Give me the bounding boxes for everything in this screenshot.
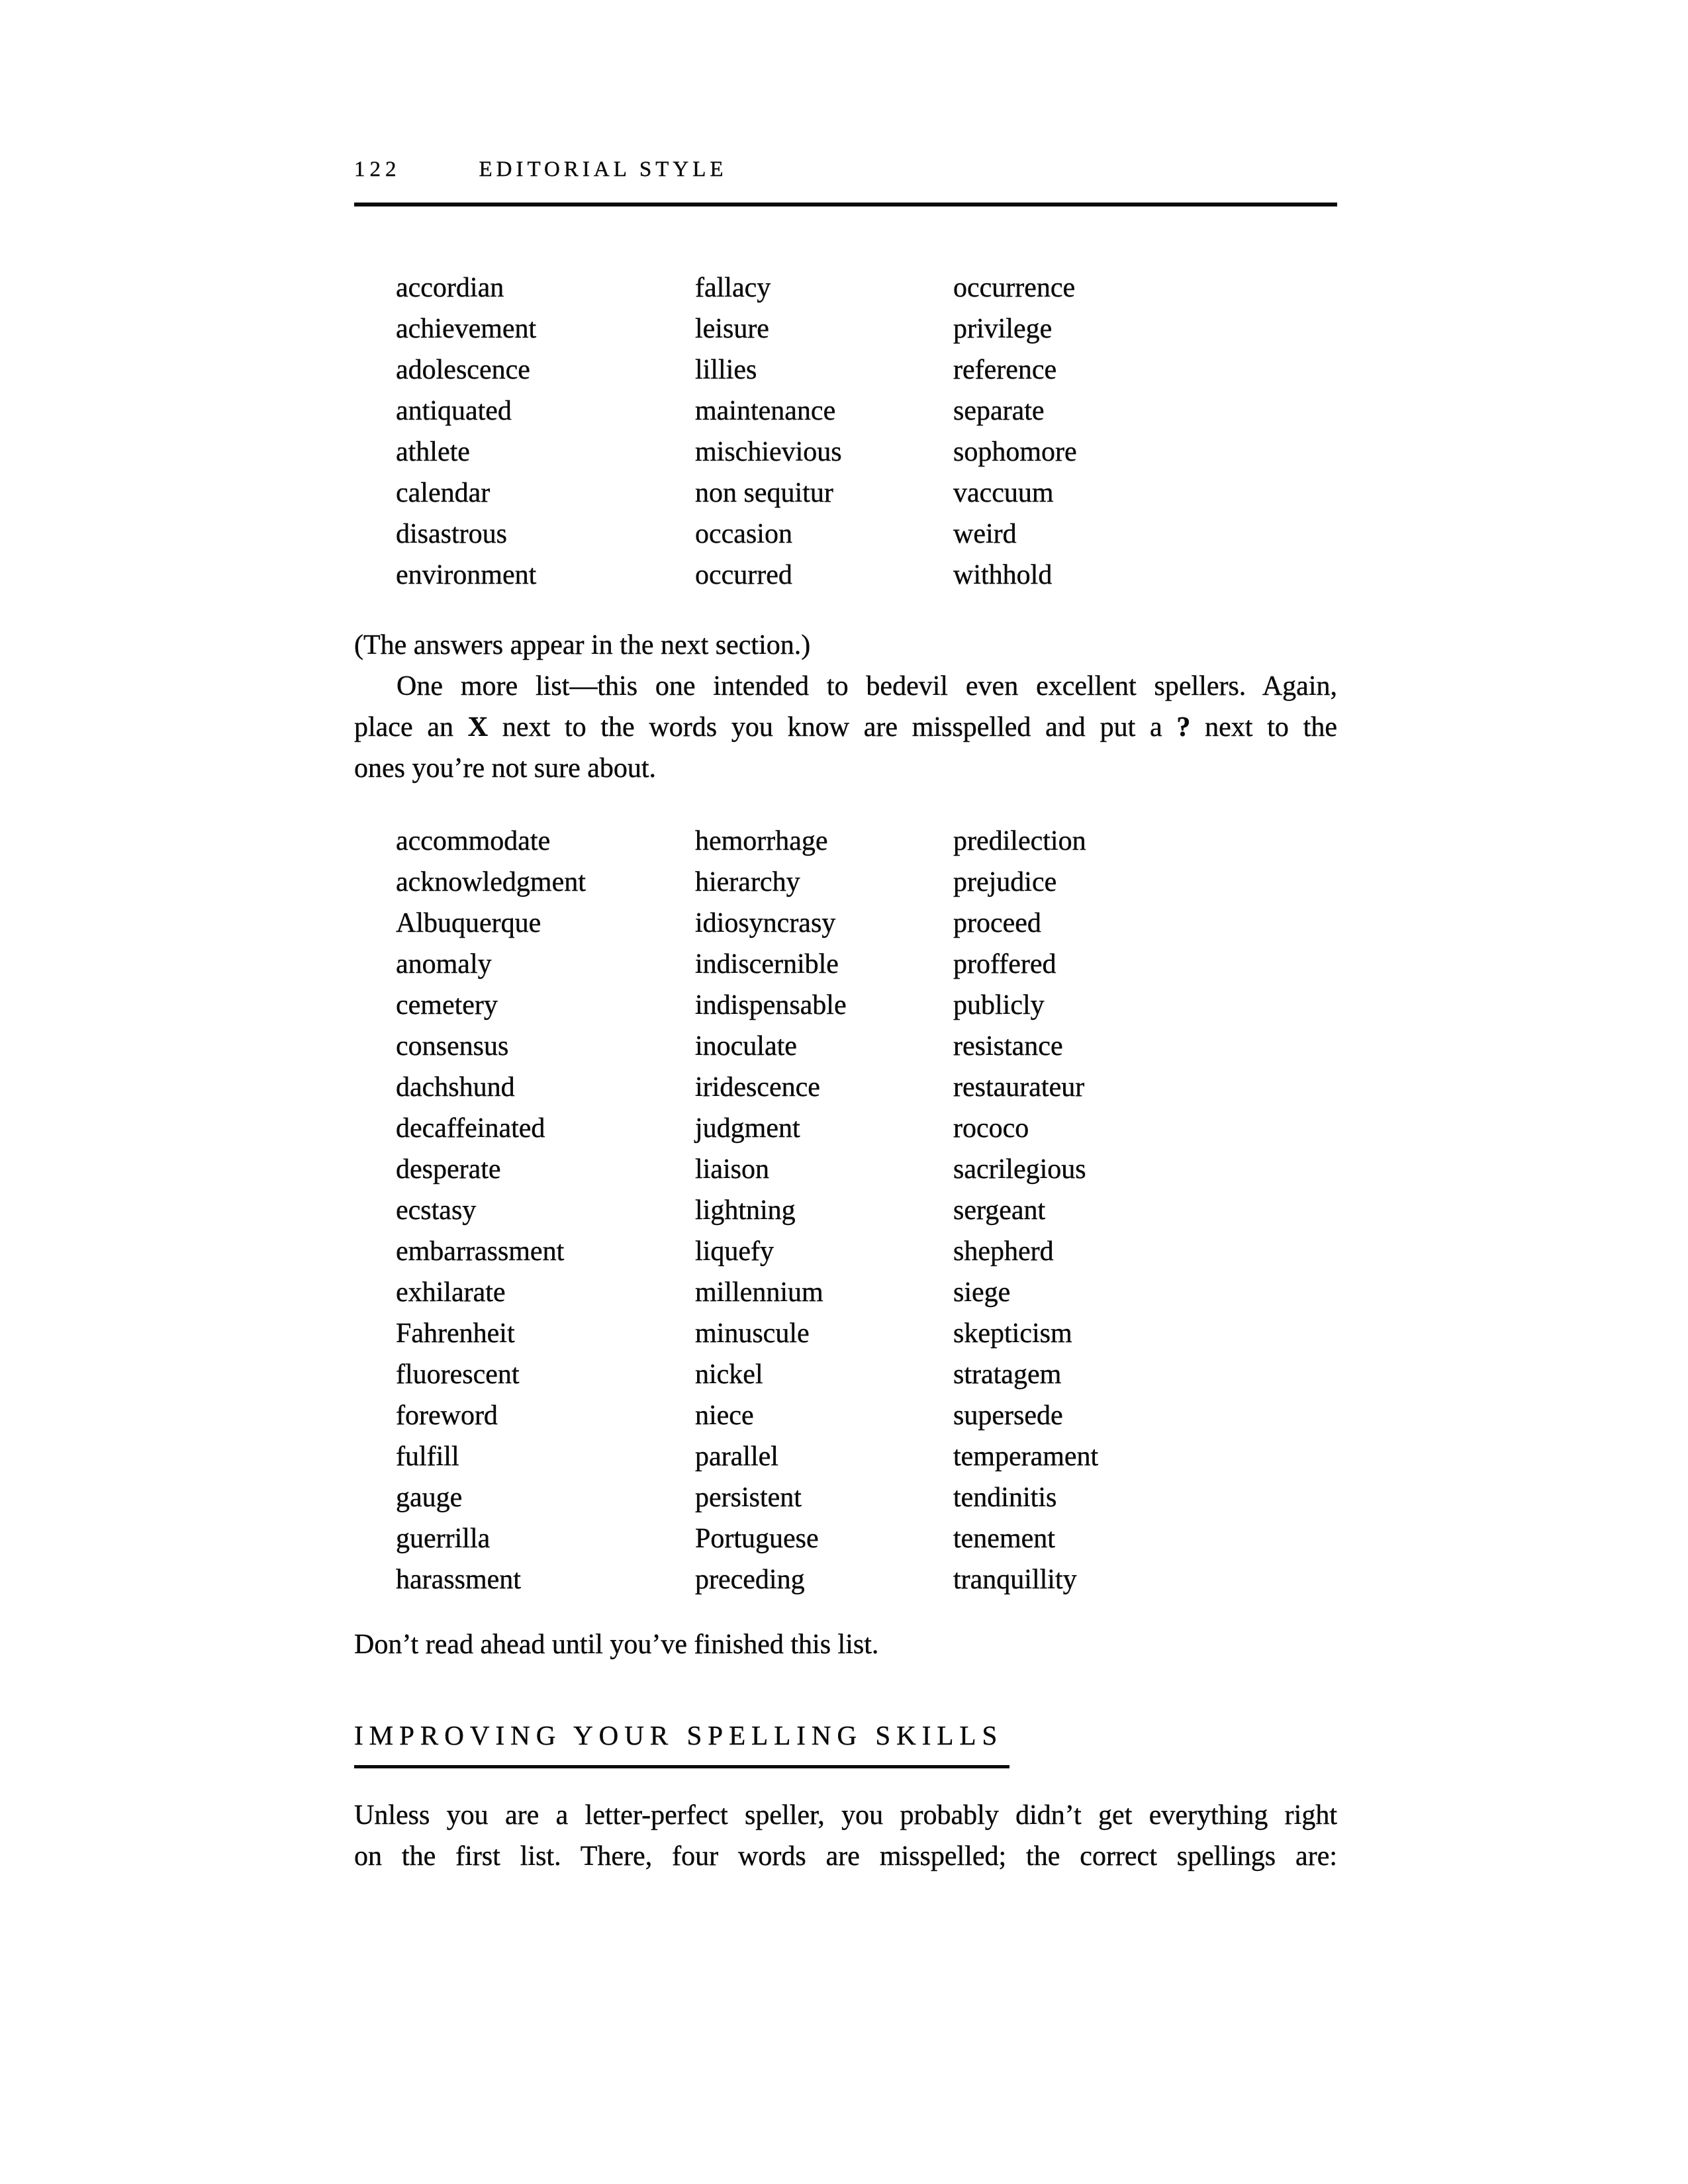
bold-x-mark: X — [467, 712, 489, 743]
word-item: hemorrhage — [695, 826, 828, 856]
word-item: liaison — [695, 1154, 769, 1185]
word-item: Fahrenheit — [396, 1318, 515, 1349]
list-one-column-2 — [695, 267, 953, 596]
word-item: maintenance — [695, 396, 836, 426]
word-item: environment — [396, 560, 537, 590]
word-item: occurrence — [953, 273, 1076, 303]
word-item: millennium — [695, 1277, 823, 1308]
word-item: occasion — [695, 519, 792, 549]
word-item: prejudice — [953, 867, 1057, 897]
word-item: tenement — [953, 1524, 1055, 1554]
word-item: sergeant — [953, 1195, 1046, 1226]
word-item: shepherd — [953, 1236, 1054, 1267]
word-item: cemetery — [396, 990, 498, 1021]
word-item: accordian — [396, 273, 504, 303]
closing-line-2: on the first list. There, four words are misspelled; the correct spellings are: — [354, 1841, 1337, 1872]
word-item: occurred — [695, 560, 792, 590]
word-item: siege — [953, 1277, 1011, 1308]
word-item: resistance — [953, 1031, 1063, 1062]
word-item: inoculate — [695, 1031, 797, 1062]
word-item: predilection — [953, 826, 1086, 856]
section-heading: IMPROVING YOUR SPELLING SKILLS — [354, 1719, 1009, 1768]
word-item: antiquated — [396, 396, 512, 426]
word-item: tranquillity — [953, 1565, 1077, 1595]
word-item: embarrassment — [396, 1236, 565, 1267]
closing-paragraph — [354, 1795, 1337, 1877]
list-one-column-1 — [396, 267, 695, 596]
word-item: fallacy — [695, 273, 771, 303]
intro-line-3: ones you’re not sure about. — [354, 753, 657, 784]
word-item: proceed — [953, 908, 1041, 938]
word-item: restaurateur — [953, 1072, 1085, 1103]
intro-line-2-text: place an — [354, 712, 468, 743]
word-item: athlete — [396, 437, 470, 467]
word-item: achievement — [396, 314, 537, 344]
word-item: skepticism — [953, 1318, 1072, 1349]
word-item: Albuquerque — [396, 908, 541, 938]
intro-line-2 — [354, 707, 1337, 748]
intro-line-2-text: next to the — [1190, 712, 1337, 743]
word-item: fluorescent — [396, 1359, 520, 1390]
word-item: weird — [953, 519, 1017, 549]
intro-line-2-text: next to the words you know are misspelled and put a — [488, 712, 1177, 743]
word-item: anomaly — [396, 949, 492, 979]
word-item: reference — [953, 355, 1057, 385]
word-item: rococo — [953, 1113, 1029, 1144]
intro-line-1: One more list—this one intended to bedevil even excellent spellers. Again, — [397, 671, 1337, 702]
running-head — [354, 158, 1337, 206]
word-item: withhold — [953, 560, 1053, 590]
word-item: mischievious — [695, 437, 842, 467]
closing-line-1: Unless you are a letter-perfect speller, you probably didn’t get everything right — [354, 1800, 1337, 1831]
word-item: privilege — [953, 314, 1053, 344]
word-item: disastrous — [396, 519, 507, 549]
word-item: iridescence — [695, 1072, 820, 1103]
spelling-list-one — [354, 267, 1337, 596]
word-item: idiosyncrasy — [695, 908, 836, 938]
word-item: vaccuum — [953, 478, 1054, 508]
word-item: desperate — [396, 1154, 501, 1185]
word-item: Portuguese — [695, 1524, 819, 1554]
word-item: calendar — [396, 478, 491, 508]
list-two-column-2 — [695, 821, 953, 1600]
word-item: supersede — [953, 1400, 1063, 1431]
list-two-column-3 — [953, 821, 1337, 1600]
word-item: indiscernible — [695, 949, 839, 979]
list-one-column-3 — [953, 267, 1337, 596]
word-item: nickel — [695, 1359, 763, 1390]
word-item: gauge — [396, 1482, 463, 1513]
word-item: liquefy — [695, 1236, 774, 1267]
section-heading-row — [354, 1715, 1337, 1768]
word-item: acknowledgment — [396, 867, 586, 897]
word-item: guerrilla — [396, 1524, 491, 1554]
word-item: niece — [695, 1400, 754, 1431]
word-item: decaffeinated — [396, 1113, 545, 1144]
bold-question-mark: ? — [1176, 712, 1191, 743]
word-item: foreword — [396, 1400, 498, 1431]
word-item: lillies — [695, 355, 757, 385]
word-item: lightning — [695, 1195, 796, 1226]
word-item: fulfill — [396, 1441, 459, 1472]
word-item: parallel — [695, 1441, 778, 1472]
word-item: publicly — [953, 990, 1045, 1021]
word-item: temperament — [953, 1441, 1099, 1472]
word-item: proffered — [953, 949, 1056, 979]
word-item: tendinitis — [953, 1482, 1057, 1513]
answers-note: (The answers appear in the next section.) — [354, 630, 811, 660]
word-item: non sequitur — [695, 478, 833, 508]
word-item: harassment — [396, 1565, 521, 1595]
word-item: ecstasy — [396, 1195, 477, 1226]
word-item: judgment — [695, 1113, 800, 1144]
list-two-column-1 — [396, 821, 695, 1600]
word-item: minuscule — [695, 1318, 810, 1349]
word-item: consensus — [396, 1031, 509, 1062]
word-item: separate — [953, 396, 1045, 426]
word-item: preceding — [695, 1565, 805, 1595]
word-item: sacrilegious — [953, 1154, 1086, 1185]
dont-read-note: Don’t read ahead until you’ve finished this list. — [354, 1629, 879, 1660]
word-item: persistent — [695, 1482, 802, 1513]
word-item: hierarchy — [695, 867, 800, 897]
page-number: 122 — [354, 158, 401, 181]
intro-paragraph — [354, 625, 1337, 789]
spelling-list-two — [354, 821, 1337, 1600]
word-item: exhilarate — [396, 1277, 506, 1308]
word-item: adolescence — [396, 355, 530, 385]
word-item: accommodate — [396, 826, 551, 856]
word-item: stratagem — [953, 1359, 1062, 1390]
word-item: leisure — [695, 314, 769, 344]
word-item: indispensable — [695, 990, 847, 1021]
word-item: sophomore — [953, 437, 1077, 467]
running-title: EDITORIAL STYLE — [479, 158, 727, 181]
word-item: dachshund — [396, 1072, 515, 1103]
